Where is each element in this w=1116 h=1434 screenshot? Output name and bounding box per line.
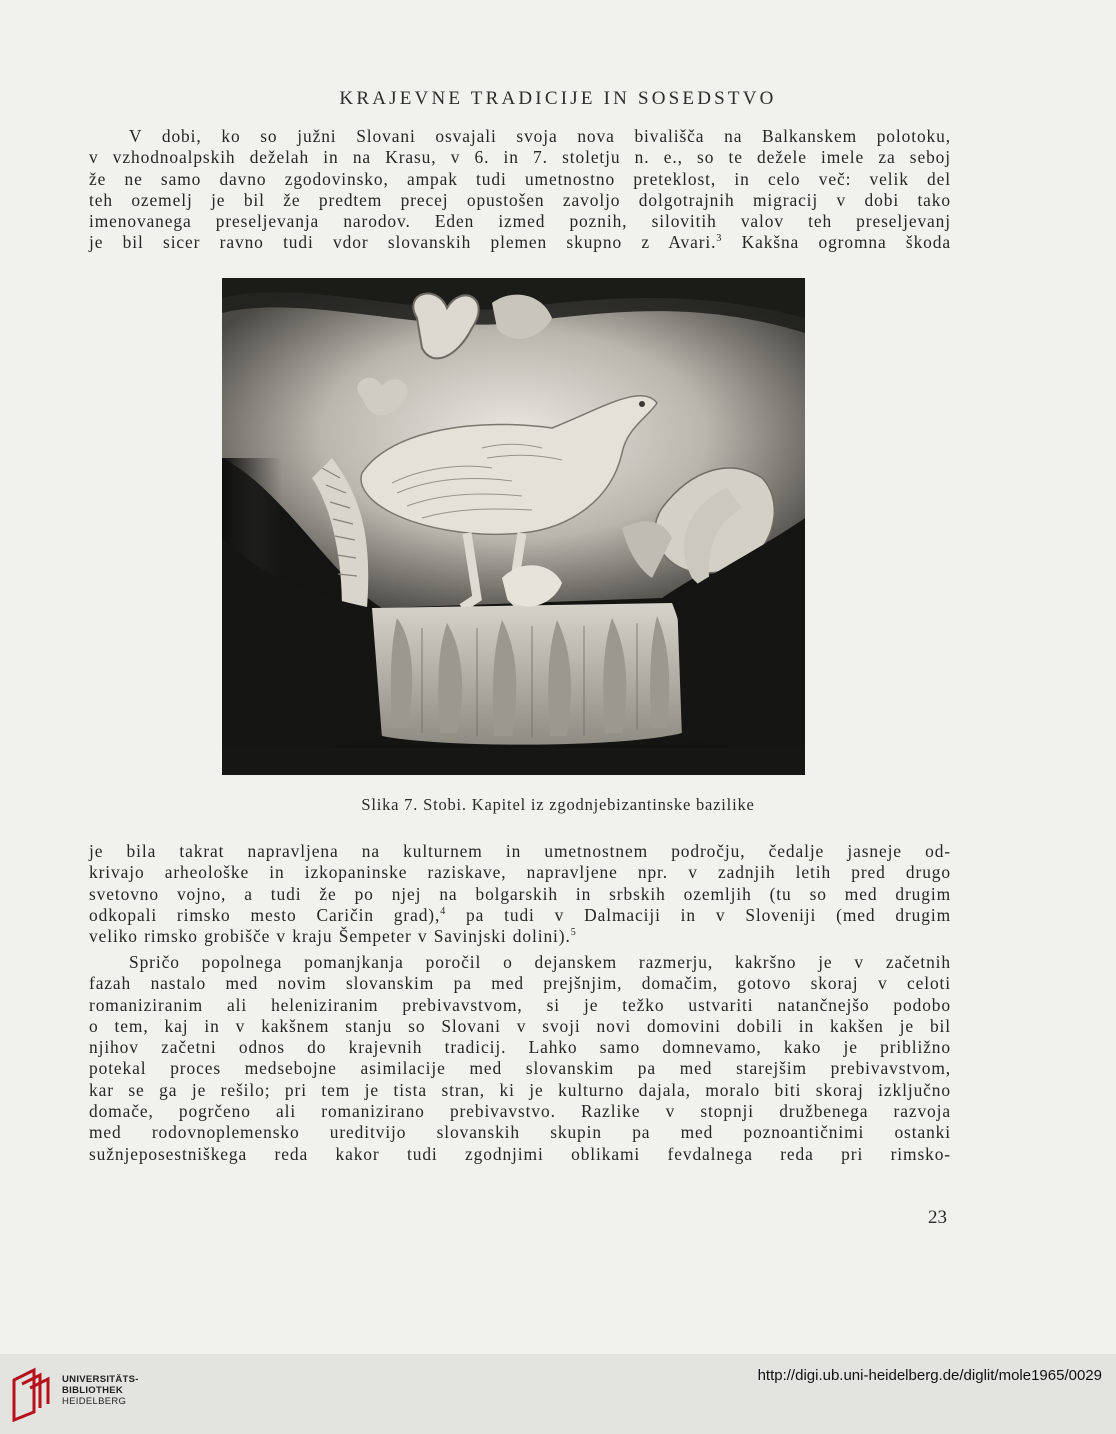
footnote-marker[interactable]: 3 bbox=[716, 233, 723, 245]
text-line: sužnjeposestniškega reda kakor tudi zgodnjimi oblikami fevdalnega reda pri rimsko- bbox=[89, 1143, 951, 1164]
capital-photograph bbox=[222, 278, 805, 775]
running-head: KRAJEVNE TRADICIJE IN SOSEDSTVO bbox=[339, 88, 777, 109]
text-line: kar se ga je rešilo; pri tem je tista stran, ki je kulturno dajala, moralo biti skoraj izključno bbox=[89, 1079, 951, 1100]
text-line: med rodovnoplemensko ureditvijo slovanskih skupin pa med poznoantičnimi ostanki bbox=[89, 1122, 951, 1143]
text-line: domače, pogrčeno ali romanizirano prebivavstvo. Razlike v stopnji družbenega razvoja bbox=[89, 1101, 951, 1122]
text-line: V dobi, ko so južni Slovani osvajali svoja nova bivališča na Balkanskem polotoku, bbox=[129, 126, 951, 146]
text-line: potekal proces medsebojne asimilacije med slovanskim pa med starejšim prebivavstvom, bbox=[89, 1058, 951, 1079]
text-line: Spričo popolnega pomanjkanja poročil o dejanskem razmerju, kakršno je v začetnih bbox=[129, 952, 951, 972]
text-line: teh ozemelj je bil že predtem precej opustošen zavoljo dolgotrajnih migracij v dobi tako bbox=[89, 189, 951, 210]
text-line: krivajo arheološke in izkopaninske raziskave, napravljene npr. v zadnjih letih pred drugo bbox=[89, 862, 951, 883]
text-line: že ne samo davno zgodovinsko, ampak tudi umetnostno preteklost, in celo več: velik del bbox=[89, 168, 951, 189]
text-line: svetovno vojno, a tudi že po njej na bolgarskih in srbskih ozemljih (tu so med drugim bbox=[89, 883, 951, 904]
footnote-marker[interactable]: 4 bbox=[440, 905, 447, 917]
text-line: veliko rimsko grobišče v kraju Šempeter v Savinjski dolini).$^5$ bbox=[89, 926, 577, 947]
text-line: romaniziranim ali heleniziranim prebivavstvom, si je težko ustvariti natančnejšo podobo bbox=[89, 994, 951, 1015]
paragraph-3 bbox=[89, 952, 951, 1165]
text-line: njihov začetni odnos do krajevnih tradicij. Lahko samo domnevamo, kako je približno bbox=[89, 1037, 951, 1058]
page-number: 23 bbox=[928, 1207, 947, 1228]
library-footer bbox=[0, 1354, 1116, 1434]
text-line: o tem, kaj in v kakšnem stanju so Slovani v svoji novi domovini dobili in kakšen je bil bbox=[89, 1015, 951, 1036]
text-line: imenovanega preseljevanja narodov. Eden izmed poznih, silovitih valov teh preseljevanj bbox=[89, 211, 951, 232]
paragraph-1 bbox=[89, 126, 951, 254]
text-line: fazah nastalo med novim slovanskim pa med prejšnjim, domačim, gotovo skoraj v celoti bbox=[89, 973, 951, 994]
library-logo-icon[interactable] bbox=[10, 1366, 54, 1422]
text-line: je bil sicer ravno tudi vdor slovanskih plemen skupno z Avari.$^3$ Kakšna ogromna škoda bbox=[89, 232, 951, 253]
library-name[interactable]: UNIVERSITÄTS- BIBLIOTHEK HEIDELBERG bbox=[62, 1374, 139, 1407]
text-line: odkopali rimsko mesto Caričin grad),$^4$ pa tudi v Dalmaciji in v Sloveniji (med drugim bbox=[89, 904, 951, 925]
permalink-url[interactable]: http://digi.ub.uni-heidelberg.de/diglit/mole1965/0029 bbox=[757, 1367, 1102, 1384]
figure-caption: Slika 7. Stobi. Kapitel iz zgodnjebizantinske bazilike bbox=[361, 795, 755, 814]
paragraph-2 bbox=[89, 841, 951, 947]
footnote-marker[interactable]: 5 bbox=[570, 927, 577, 939]
text-line: je bila takrat napravljena na kulturnem in umetnostnem področju, čedalje jasneje od- bbox=[89, 841, 951, 861]
text-line: v vzhodnoalpskih deželah in na Krasu, v 6. in 7. stoletju n. e., so te dežele imele za seboj bbox=[89, 147, 951, 168]
capital-sculpture-image bbox=[222, 278, 805, 775]
